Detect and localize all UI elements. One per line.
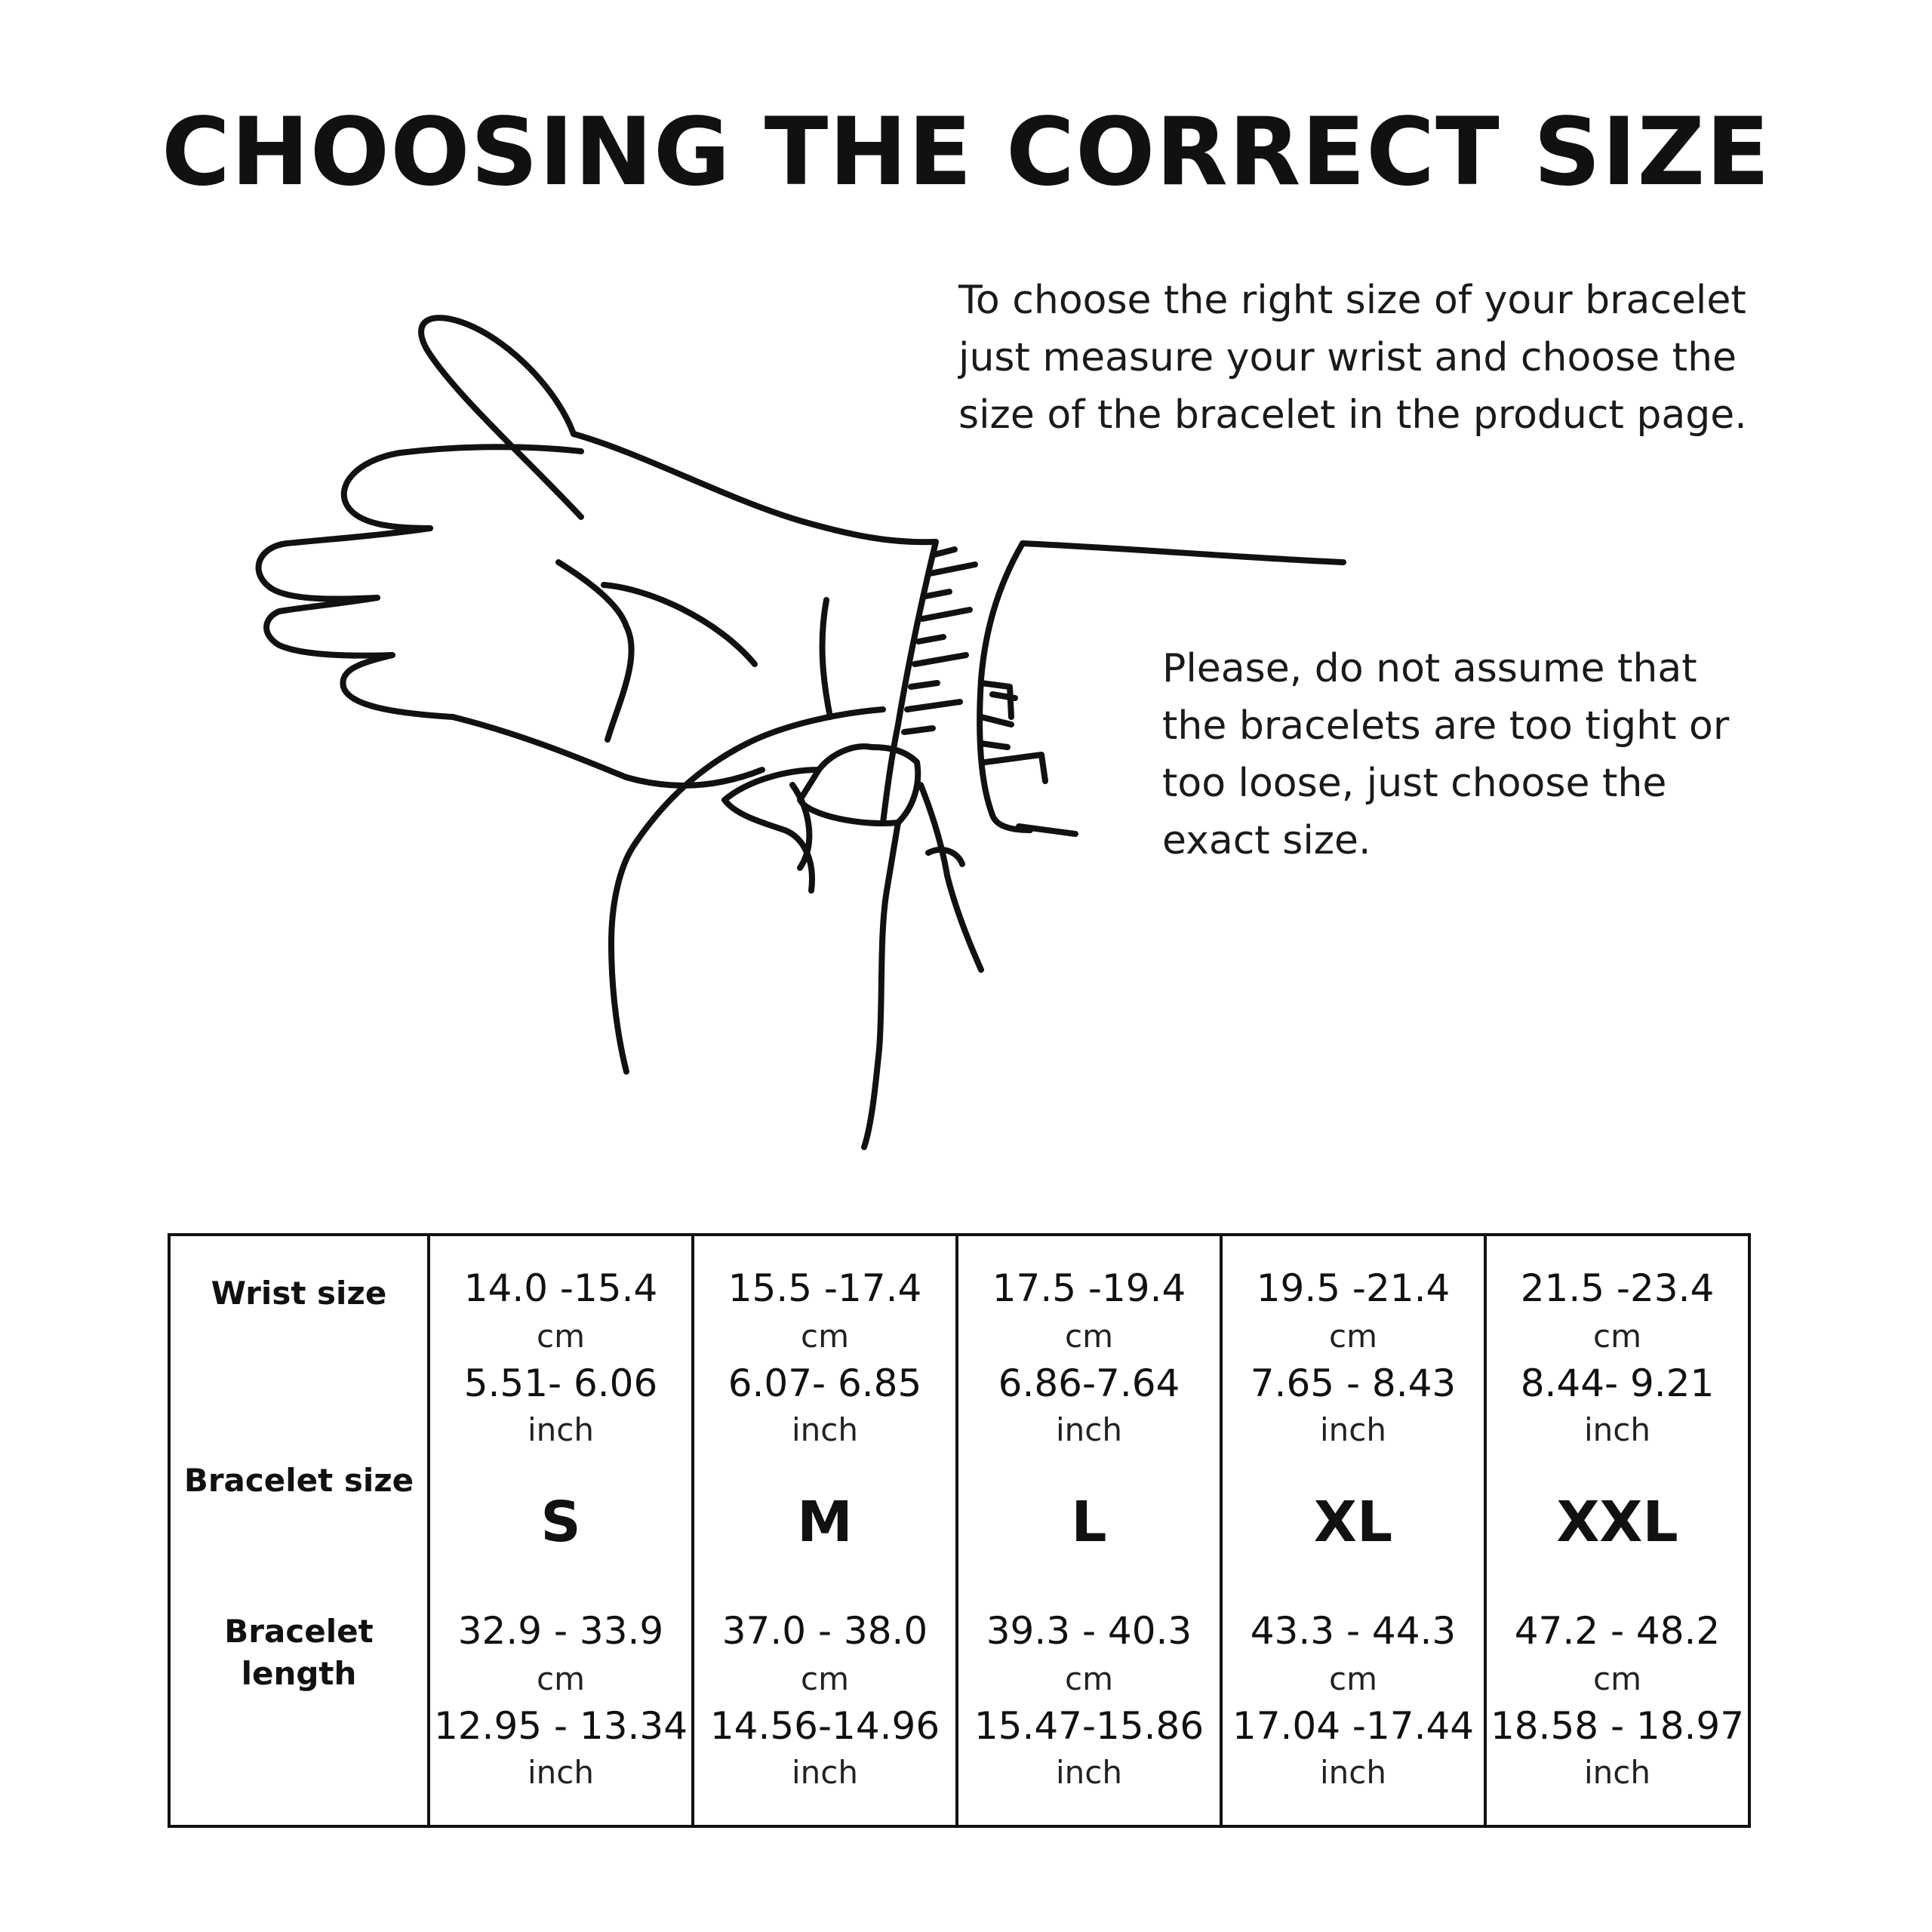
length-cm-unit: cm [1064,1660,1113,1697]
wrist-cm-range: 17.5 -19.4 [992,1266,1186,1310]
wrist-inch-unit: inch [1584,1411,1651,1448]
length-inch-range: 12.95 - 13.34 [433,1704,688,1748]
bracelet-size-value: XXL [1556,1490,1678,1555]
wrist-inch-range: 6.86-7.64 [998,1361,1180,1405]
length-cm-unit: cm [800,1660,849,1697]
length-cm-range: 47.2 - 48.2 [1514,1609,1721,1653]
row-labels-column [169,1235,429,1826]
intro-text: To choose the right size of your bracelet just measure your wrist and choose the size of the bracelet in the product page. [958,278,1747,438]
wrist-inch-range: 6.07- 6.85 [728,1361,922,1405]
length-cm-unit: cm [1328,1660,1377,1697]
length-cm-unit: cm [536,1660,585,1697]
length-inch-range: 17.04 -17.44 [1232,1704,1475,1748]
length-inch-unit: inch [1056,1754,1122,1791]
length-inch-unit: inch [1584,1754,1651,1791]
length-inch-range: 14.56-14.96 [709,1704,940,1748]
sizing-note: Please, do not assume that the bracelets are too tight or too loose, just choose the exact size. [1162,646,1730,863]
wrist-size-label: Wrist size [211,1275,387,1312]
wrist-cm-unit: cm [1064,1318,1113,1355]
length-cm-range: 39.3 - 40.3 [986,1609,1192,1653]
length-cm-unit: cm [1592,1660,1641,1697]
length-cm-range: 43.3 - 44.3 [1250,1609,1457,1653]
bracelet-size-value: XL [1313,1490,1393,1555]
wrist-inch-range: 8.44- 9.21 [1520,1361,1715,1405]
wrist-inch-unit: inch [528,1411,594,1448]
wrist-cm-unit: cm [1592,1318,1641,1355]
wrist-cm-range: 19.5 -21.4 [1256,1266,1451,1310]
wrist-inch-unit: inch [1320,1411,1386,1448]
wrist-cm-unit: cm [800,1318,849,1355]
length-inch-unit: inch [792,1754,858,1791]
bracelet-length-label: Bracelet length [224,1613,374,1692]
size-column-s [429,1235,693,1826]
wrist-cm-range: 21.5 -23.4 [1520,1266,1715,1310]
bracelet-size-value: L [1071,1490,1107,1555]
length-inch-unit: inch [528,1754,594,1791]
length-cm-range: 32.9 - 33.9 [457,1609,664,1653]
size-column-xl [1221,1235,1485,1826]
length-inch-range: 18.58 - 18.97 [1490,1704,1745,1748]
page-title: CHOOSING THE CORRECT SIZE [162,98,1770,207]
bracelet-size-value: M [797,1490,853,1555]
size-chart-table [168,1233,1751,1828]
wrist-cm-unit: cm [1328,1318,1377,1355]
size-column-xxl [1485,1235,1749,1826]
size-column-m [693,1235,957,1826]
wrist-inch-unit: inch [1056,1411,1122,1448]
wrist-inch-range: 7.65 - 8.43 [1250,1361,1457,1405]
bracelet-size-label: Bracelet size [183,1462,414,1499]
length-inch-range: 15.47-15.86 [974,1704,1204,1748]
wrist-cm-range: 14.0 -15.4 [463,1266,658,1310]
wrist-cm-unit: cm [536,1318,585,1355]
bracelet-size-value: S [540,1490,581,1555]
size-column-l [957,1235,1221,1826]
length-cm-range: 37.0 - 38.0 [721,1609,928,1653]
wrist-inch-range: 5.51- 6.06 [463,1361,658,1405]
wrist-cm-range: 15.5 -17.4 [728,1266,922,1310]
length-inch-unit: inch [1320,1754,1386,1791]
wrist-inch-unit: inch [792,1411,858,1448]
